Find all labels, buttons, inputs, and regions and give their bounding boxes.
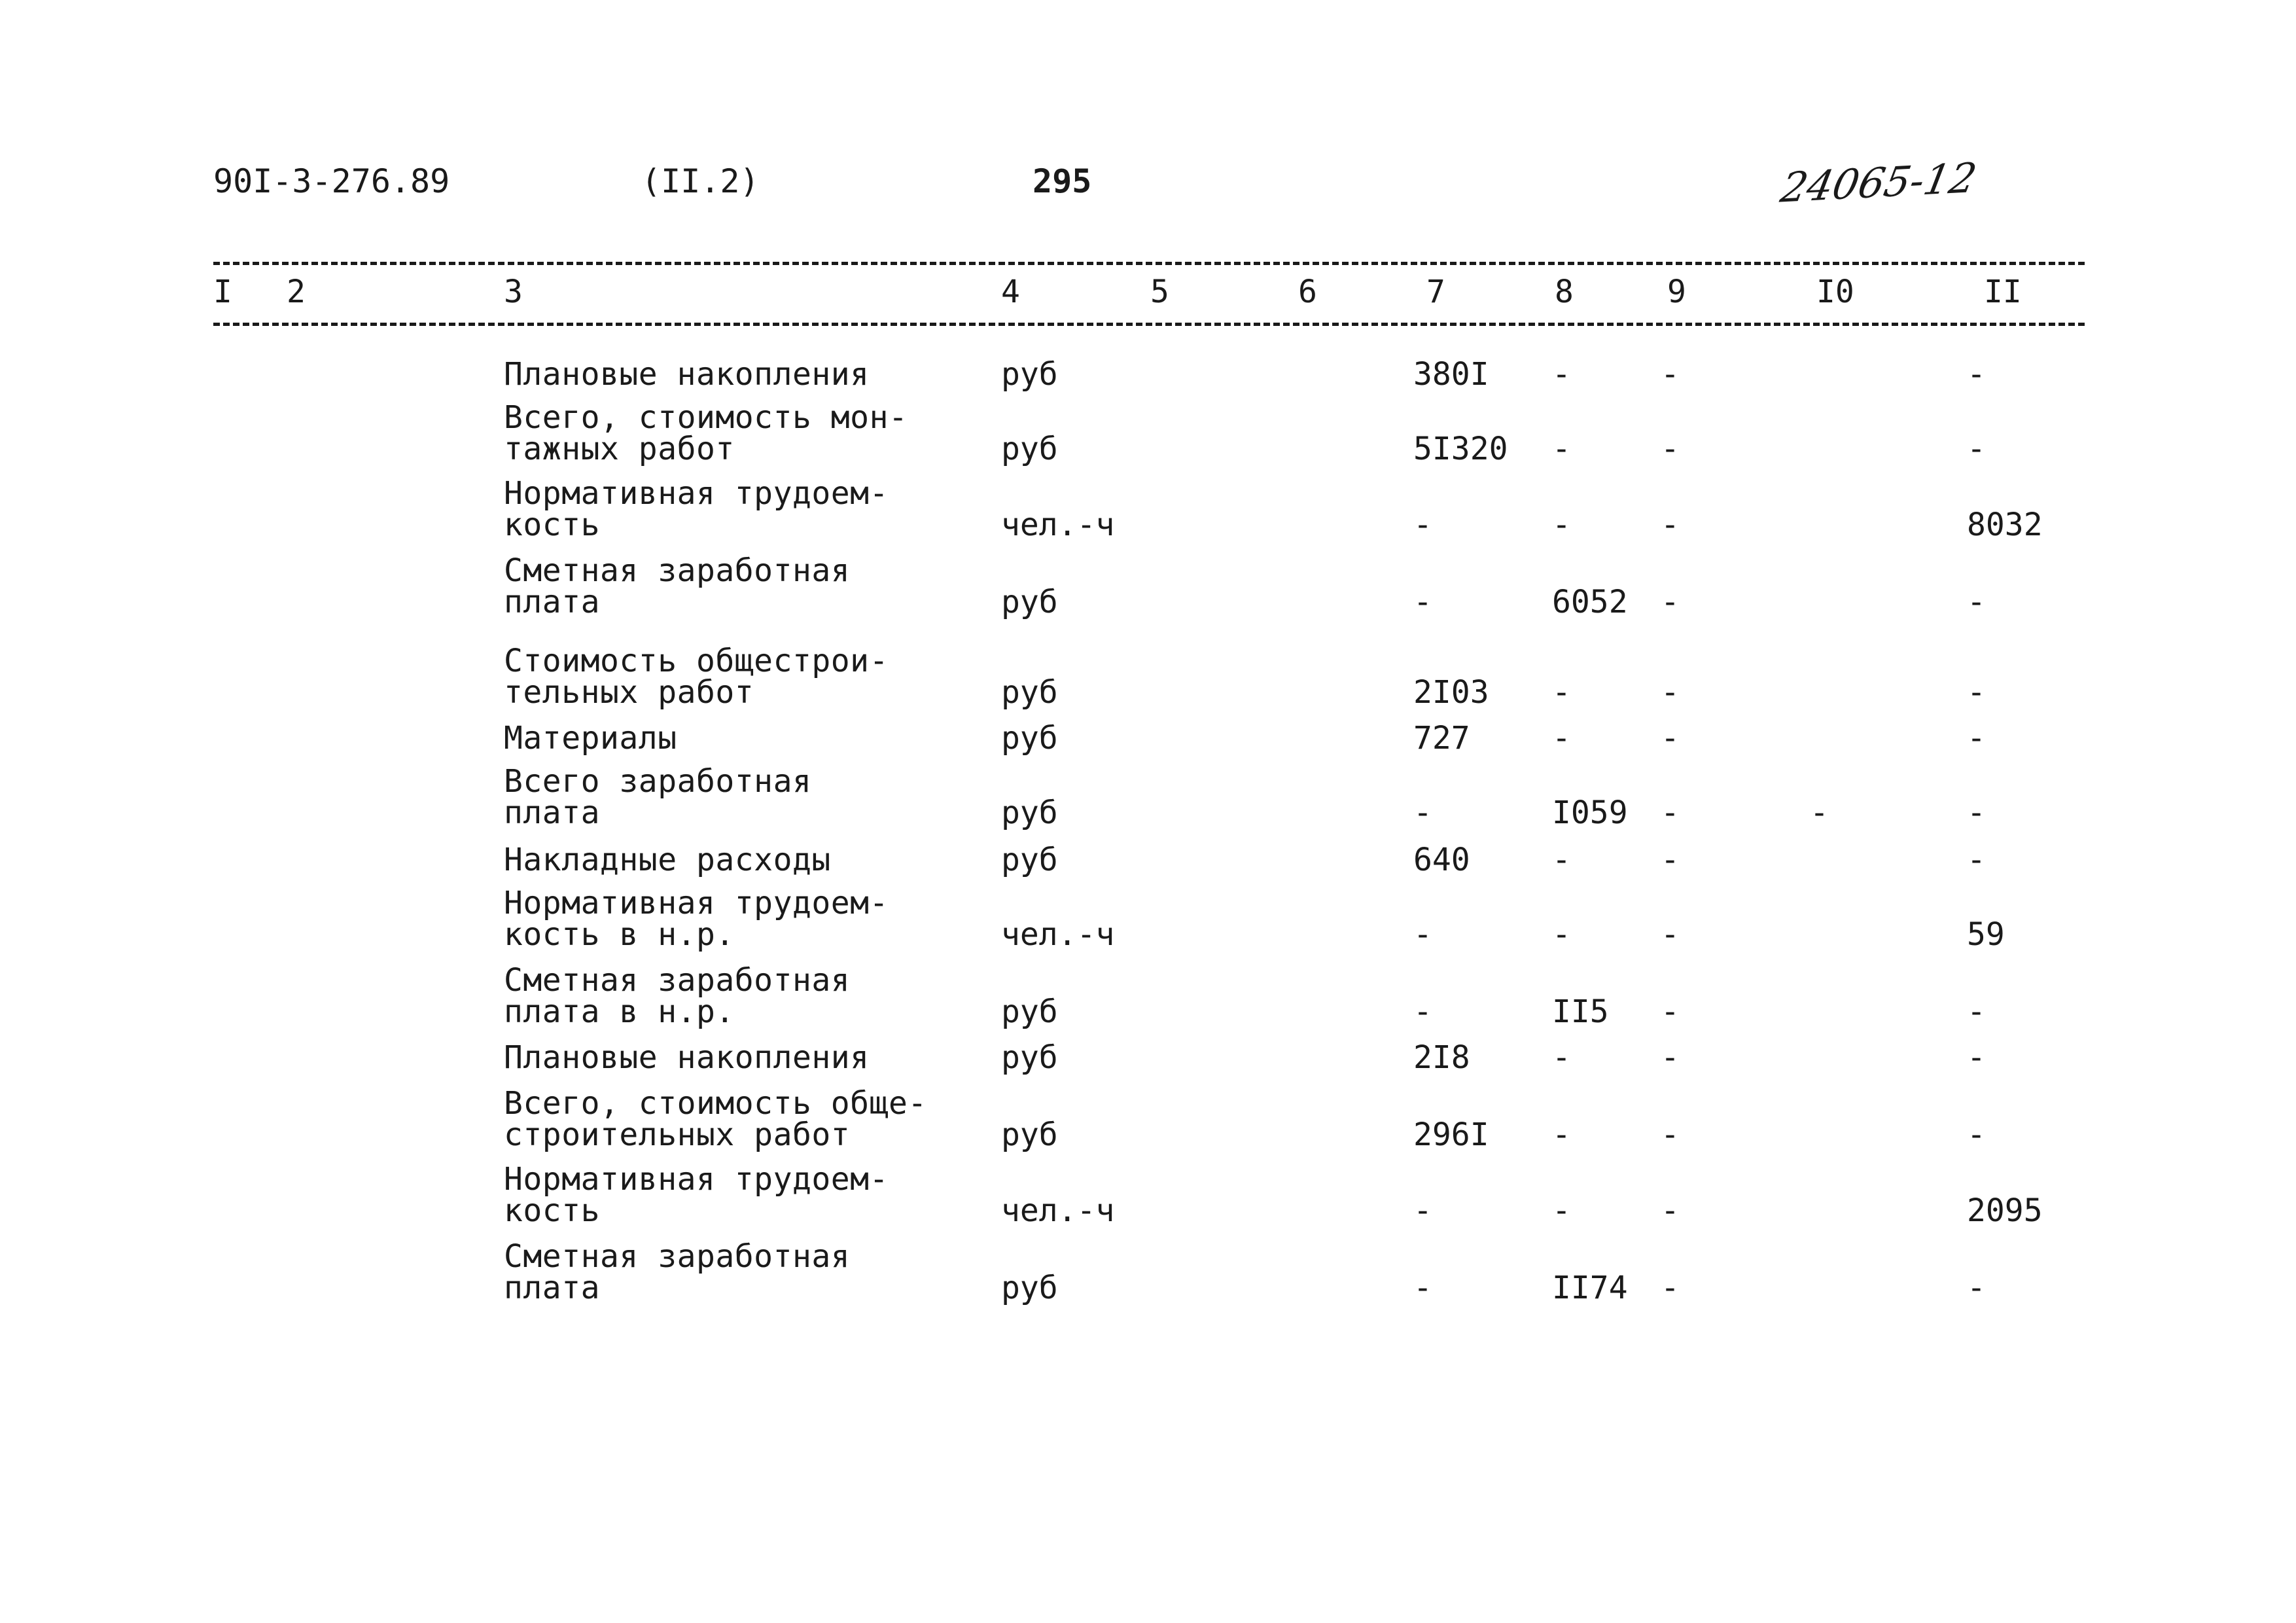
row-col10-value: - bbox=[1810, 794, 1829, 831]
row-col9-value: - bbox=[1661, 1192, 1680, 1229]
row-col11-value: - bbox=[1967, 431, 1986, 467]
row-col8-value: - bbox=[1552, 842, 1571, 878]
row-col9-value: - bbox=[1661, 916, 1680, 953]
handwritten-note: 24065-12 bbox=[1776, 153, 1981, 212]
row-description: Всего, стоимость обще- строительных работ bbox=[504, 1085, 927, 1153]
section-number: (II.2) bbox=[641, 162, 760, 200]
column-number-11: II bbox=[1984, 274, 2022, 310]
row-unit: руб bbox=[1001, 720, 1058, 757]
row-unit: руб bbox=[1001, 1116, 1058, 1153]
row-unit: руб bbox=[1001, 1270, 1058, 1306]
row-unit: руб bbox=[1001, 1039, 1058, 1076]
column-number-6: 6 bbox=[1298, 274, 1317, 310]
row-col7-value: - bbox=[1413, 507, 1432, 543]
row-description: Сметная заработная плата bbox=[504, 1238, 851, 1306]
row-unit: руб bbox=[1001, 431, 1058, 467]
row-col9-value: - bbox=[1661, 584, 1680, 620]
row-col9-value: - bbox=[1661, 720, 1680, 757]
row-col8-value: - bbox=[1552, 916, 1571, 953]
row-unit: руб bbox=[1001, 674, 1058, 711]
row-col11-value: 2095 bbox=[1967, 1192, 2043, 1229]
row-col11-value: - bbox=[1967, 993, 1986, 1030]
row-description: Всего, стоимость мон- тажных работ bbox=[504, 399, 908, 467]
row-col8-value: - bbox=[1552, 720, 1571, 757]
row-description: Материалы bbox=[504, 720, 677, 757]
row-col7-value: 296I bbox=[1413, 1116, 1489, 1153]
row-col11-value: - bbox=[1967, 356, 1986, 393]
row-description: Нормативная трудоем- кость bbox=[504, 475, 889, 543]
row-col7-value: 640 bbox=[1413, 842, 1470, 878]
row-col11-value: 59 bbox=[1967, 916, 2005, 953]
row-col7-value: 2I03 bbox=[1413, 674, 1489, 711]
row-col9-value: - bbox=[1661, 674, 1680, 711]
row-col7-value: - bbox=[1413, 916, 1432, 953]
column-number-1: I bbox=[213, 274, 232, 310]
row-col11-value: - bbox=[1967, 1270, 1986, 1306]
row-description: Сметная заработная плата bbox=[504, 552, 851, 620]
row-col9-value: - bbox=[1661, 356, 1680, 393]
column-number-7: 7 bbox=[1426, 274, 1445, 310]
row-unit: чел.-ч bbox=[1001, 507, 1115, 543]
row-col9-value: - bbox=[1661, 1039, 1680, 1076]
row-col8-value: - bbox=[1552, 356, 1571, 393]
row-col11-value: - bbox=[1967, 720, 1986, 757]
row-col7-value: 2I8 bbox=[1413, 1039, 1470, 1076]
row-col7-value: - bbox=[1413, 584, 1432, 620]
row-col8-value: - bbox=[1552, 1116, 1571, 1153]
row-description: Всего заработная плата bbox=[504, 763, 812, 831]
row-col7-value: 380I bbox=[1413, 356, 1489, 393]
row-col9-value: - bbox=[1661, 507, 1680, 543]
row-unit: руб bbox=[1001, 794, 1058, 831]
row-col11-value: - bbox=[1967, 1116, 1986, 1153]
header-top-rule bbox=[213, 262, 2085, 265]
column-number-4: 4 bbox=[1001, 274, 1020, 310]
row-unit: руб bbox=[1001, 356, 1058, 393]
row-description: Нормативная трудоем- кость в н.р. bbox=[504, 885, 889, 953]
column-number-10: I0 bbox=[1816, 274, 1854, 310]
row-col8-value: - bbox=[1552, 507, 1571, 543]
row-col8-value: II5 bbox=[1552, 993, 1609, 1030]
row-col7-value: - bbox=[1413, 794, 1432, 831]
row-col7-value: 727 bbox=[1413, 720, 1470, 757]
row-col8-value: II74 bbox=[1552, 1270, 1628, 1306]
row-col9-value: - bbox=[1661, 842, 1680, 878]
row-col7-value: - bbox=[1413, 993, 1432, 1030]
row-description: Сметная заработная плата в н.р. bbox=[504, 962, 851, 1030]
row-col8-value: 6052 bbox=[1552, 584, 1628, 620]
row-col11-value: - bbox=[1967, 842, 1986, 878]
row-unit: руб bbox=[1001, 584, 1058, 620]
column-number-2: 2 bbox=[287, 274, 306, 310]
row-col8-value: - bbox=[1552, 674, 1571, 711]
row-col11-value: - bbox=[1967, 1039, 1986, 1076]
row-col7-value: - bbox=[1413, 1270, 1432, 1306]
row-col7-value: - bbox=[1413, 1192, 1432, 1229]
row-col9-value: - bbox=[1661, 1270, 1680, 1306]
row-unit: руб bbox=[1001, 993, 1058, 1030]
column-number-8: 8 bbox=[1555, 274, 1574, 310]
row-unit: руб bbox=[1001, 842, 1058, 878]
row-col8-value: - bbox=[1552, 431, 1571, 467]
row-col9-value: - bbox=[1661, 431, 1680, 467]
row-col8-value: - bbox=[1552, 1039, 1571, 1076]
row-unit: чел.-ч bbox=[1001, 916, 1115, 953]
row-col7-value: 5I320 bbox=[1413, 431, 1508, 467]
document-code: 90I-3-276.89 bbox=[213, 162, 450, 200]
page-number: 295 bbox=[1033, 162, 1092, 200]
row-col11-value: 8032 bbox=[1967, 507, 2043, 543]
header-bottom-rule bbox=[213, 323, 2085, 326]
row-col11-value: - bbox=[1967, 674, 1986, 711]
column-number-3: 3 bbox=[504, 274, 523, 310]
row-col9-value: - bbox=[1661, 1116, 1680, 1153]
row-unit: чел.-ч bbox=[1001, 1192, 1115, 1229]
row-col9-value: - bbox=[1661, 794, 1680, 831]
row-col11-value: - bbox=[1967, 584, 1986, 620]
row-col9-value: - bbox=[1661, 993, 1680, 1030]
row-col8-value: I059 bbox=[1552, 794, 1628, 831]
row-description: Накладные расходы bbox=[504, 842, 831, 878]
row-description: Стоимость общестрои- тельных работ bbox=[504, 643, 889, 711]
column-number-9: 9 bbox=[1667, 274, 1686, 310]
row-description: Плановые накопления bbox=[504, 356, 870, 393]
row-description: Плановые накопления bbox=[504, 1039, 870, 1076]
row-description: Нормативная трудоем- кость bbox=[504, 1161, 889, 1229]
row-col8-value: - bbox=[1552, 1192, 1571, 1229]
column-number-5: 5 bbox=[1150, 274, 1169, 310]
row-col11-value: - bbox=[1967, 794, 1986, 831]
